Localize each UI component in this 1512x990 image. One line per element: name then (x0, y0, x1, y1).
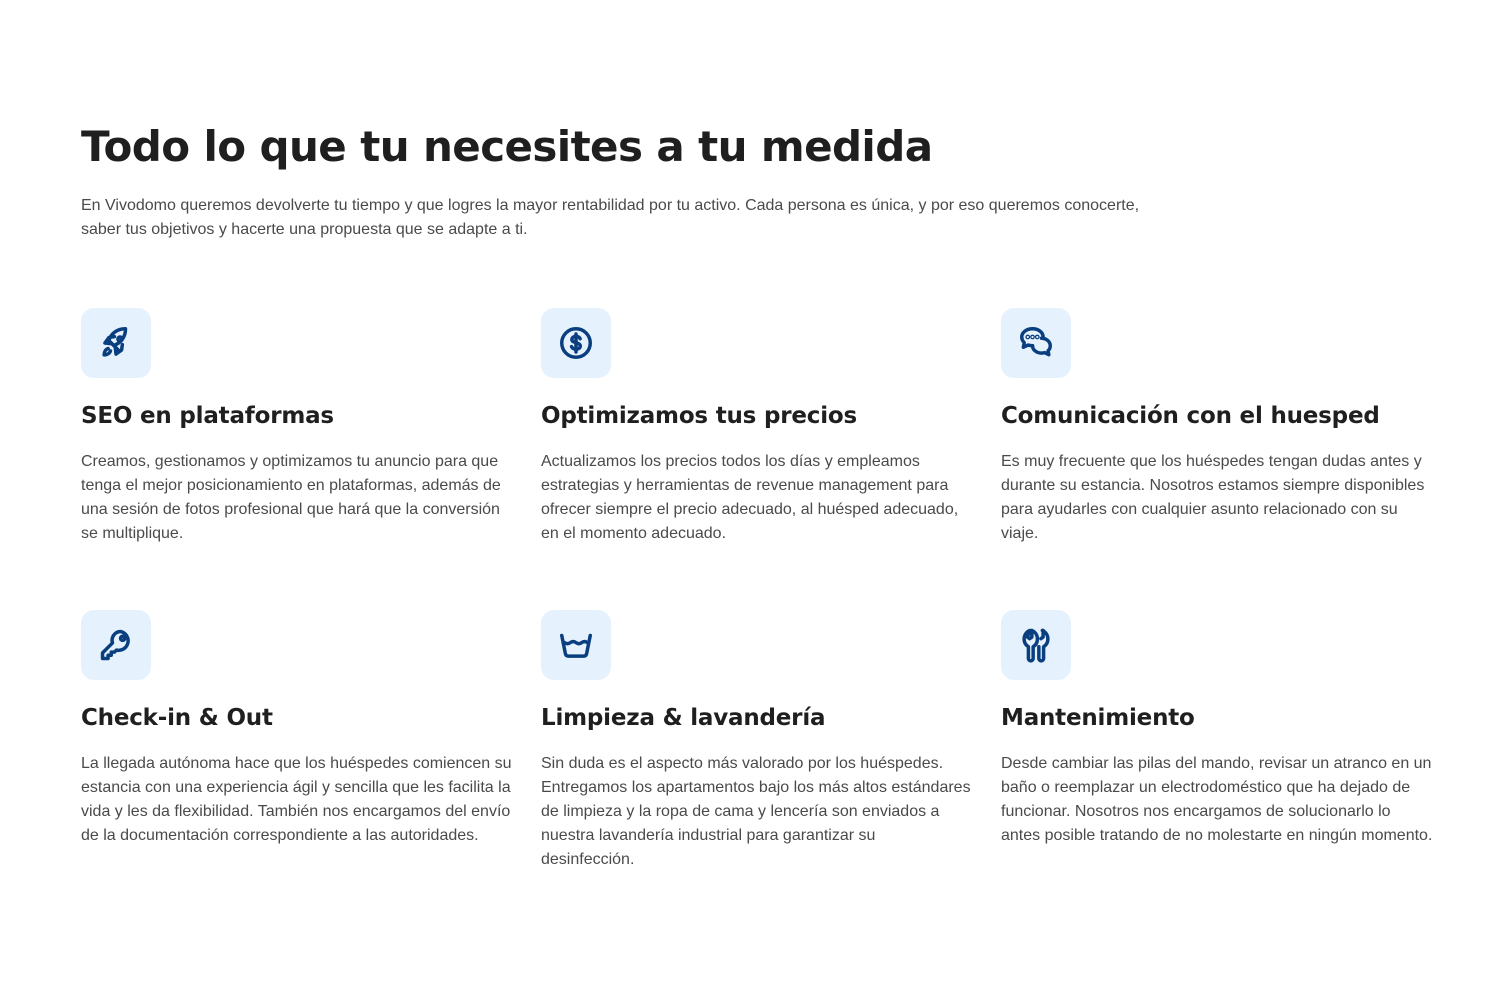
feature-title: SEO en plataformas (81, 403, 334, 429)
chat-bubbles-icon (1001, 308, 1071, 378)
feature-description: Creamos, gestionamos y optimizamos tu anuncio para que tenga el mejor posicionamiento en plataformas, además de una sesión de fotos profesional que hará que la conversión se multiplique. (81, 453, 501, 542)
feature-card-prices (541, 308, 973, 546)
feature-description: La llegada autónoma hace que los huéspedes comiencen su estancia con una experiencia ágil y sencilla que les facilita la vida y les da flexibilidad. También nos encargamos del envío de la documentación correspondiente a las autoridades. (81, 755, 512, 844)
feature-title: Limpieza & lavandería (541, 705, 826, 731)
feature-description: Sin duda es el aspecto más valorado por los huéspedes. Entregamos los apartamentos bajo los más altos estándares de limpieza y la ropa de cama y lencería son enviados a nuestra lavandería industrial para garantizar su desinfección. (541, 755, 971, 868)
feature-description: Desde cambiar las pilas del mando, revisar un atranco en un baño o reemplazar un electrodoméstico que ha dejado de funcionar. Nosotros nos encargamos de solucionarlo lo antes posible tratando de no molestarte en ningún momento. (1001, 755, 1433, 844)
feature-card-checkin (81, 610, 513, 848)
feature-title: Comunicación con el huesped (1001, 403, 1380, 429)
feature-card-communication (1001, 308, 1433, 546)
feature-description: Actualizamos los precios todos los días y empleamos estrategias y herramientas de revenue management para ofrecer siempre el precio adecuado, al huésped adecuado, en el momento adecuado. (541, 453, 959, 542)
feature-title: Optimizamos tus precios (541, 403, 857, 429)
features-section (81, 120, 1441, 868)
key-icon (81, 610, 151, 680)
feature-card-maintenance (1001, 610, 1433, 848)
feature-card-seo (81, 308, 513, 546)
dollar-coin-icon (541, 308, 611, 378)
feature-card-cleaning (541, 610, 973, 872)
feature-title: Check-in & Out (81, 705, 273, 731)
intro-paragraph: En Vivodomo queremos devolverte tu tiempo y que logres la mayor rentabilidad por tu activo. Cada persona es única, y por eso queremos conocerte, saber tus objetivos y hacerte una propuesta que se adapte a ti. (81, 197, 1140, 238)
wrench-icon (1001, 610, 1071, 680)
feature-description: Es muy frecuente que los huéspedes tengan dudas antes y durante su estancia. Nosotros estamos siempre disponibles para ayudarles con cualquier asunto relacionado con su viaje. (1001, 453, 1425, 542)
rocket-icon (81, 308, 151, 378)
page-title: Todo lo que tu necesites a tu medida (81, 122, 933, 171)
washing-basin-icon (541, 610, 611, 680)
feature-title: Mantenimiento (1001, 705, 1195, 731)
